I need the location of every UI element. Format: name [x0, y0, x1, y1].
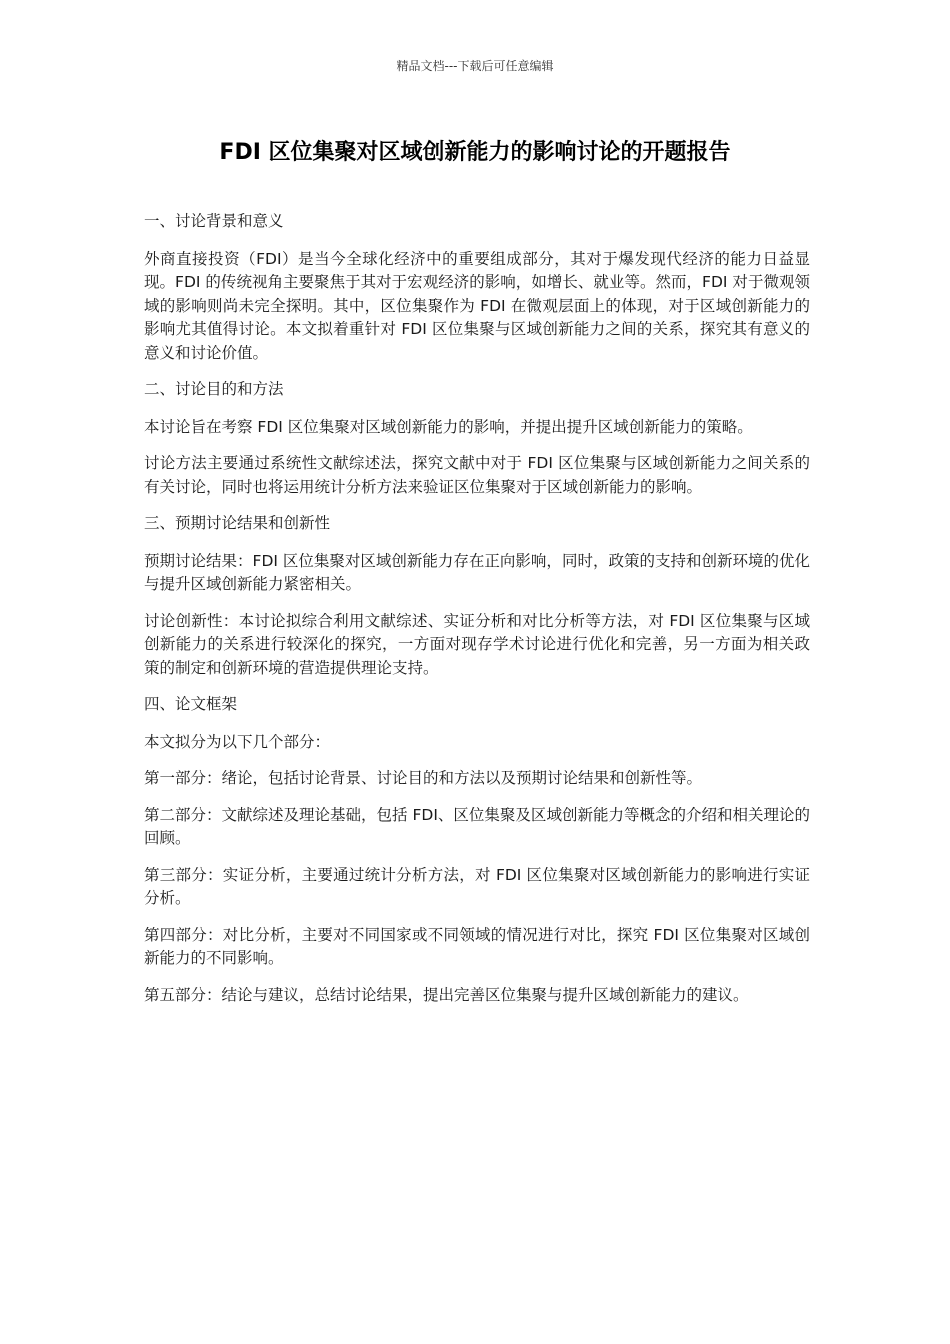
section-heading-background: 一、讨论背景和意义: [144, 212, 284, 230]
paragraph: 预期讨论结果：FDI 区位集聚对区域创新能力存在正向影响，同时，政策的支持和创新环境的优化与提升区域创新能力紧密相关。: [144, 551, 810, 593]
section-heading-framework: 四、论文框架: [144, 695, 238, 713]
paragraph: 第四部分：对比分析，主要对不同国家或不同领域的情况进行对比，探究 FDI 区位集聚对区域创新能力的不同影响。: [144, 925, 810, 967]
paragraph: 讨论方法主要通过系统性文献综述法，探究文献中对于 FDI 区位集聚与区域创新能力之间关系的有关讨论，同时也将运用统计分析方法来验证区位集聚对于区域创新能力的影响。: [144, 454, 810, 496]
paragraph: 第三部分：实证分析，主要通过统计分析方法，对 FDI 区位集聚对区域创新能力的影响进行实证分析。: [144, 865, 810, 907]
paragraph: 第二部分：文献综述及理论基础，包括 FDI、区位集聚及区域创新能力等概念的介绍和相关理论的回顾。: [144, 805, 810, 847]
paragraph: 第一部分：绪论，包括讨论背景、讨论目的和方法以及预期讨论结果和创新性等。: [144, 769, 703, 787]
header-note: 精品文档---下载后可任意编辑: [396, 59, 554, 73]
paragraph: 本文拟分为以下几个部分：: [144, 732, 331, 751]
section-heading-purpose-method: 二、讨论目的和方法: [144, 380, 284, 398]
paragraph: 讨论创新性：本讨论拟综合利用文献综述、实证分析和对比分析等方法，对 FDI 区位集聚与区域创新能力的关系进行较深化的探究，一方面对现存学术讨论进行优化和完善，另一方面为相关政策的制定和创新环境的营造提供理论支持。: [144, 611, 810, 677]
paragraph: 外商直接投资（FDI）是当今全球化经济中的重要组成部分，其对于爆发现代经济的能力日益显现。FDI 的传统视角主要聚焦于其对于宏观经济的影响，如增长、就业等。然而，FDI 对于微观领域的影响则尚未完全探明。其中，区位集聚作为 FDI 在微观层面上的体现，对于区域创新能力的影响尤其值得讨论。本文拟着重针对 FDI 区位集聚与区域创新能力之间的关系，探究其有意义的意义和讨论价值。: [144, 249, 810, 362]
document-title: FDI 区位集聚对区域创新能力的影响讨论的开题报告: [219, 140, 731, 165]
document-body: [144, 210, 810, 1020]
section-heading-expected-results: 三、预期讨论结果和创新性: [144, 514, 331, 532]
paragraph: 第五部分：结论与建议，总结讨论结果，提出完善区位集聚与提升区域创新能力的建议。: [144, 985, 749, 1004]
paragraph: 本讨论旨在考察 FDI 区位集聚对区域创新能力的影响，并提出提升区域创新能力的策略。: [144, 417, 753, 436]
